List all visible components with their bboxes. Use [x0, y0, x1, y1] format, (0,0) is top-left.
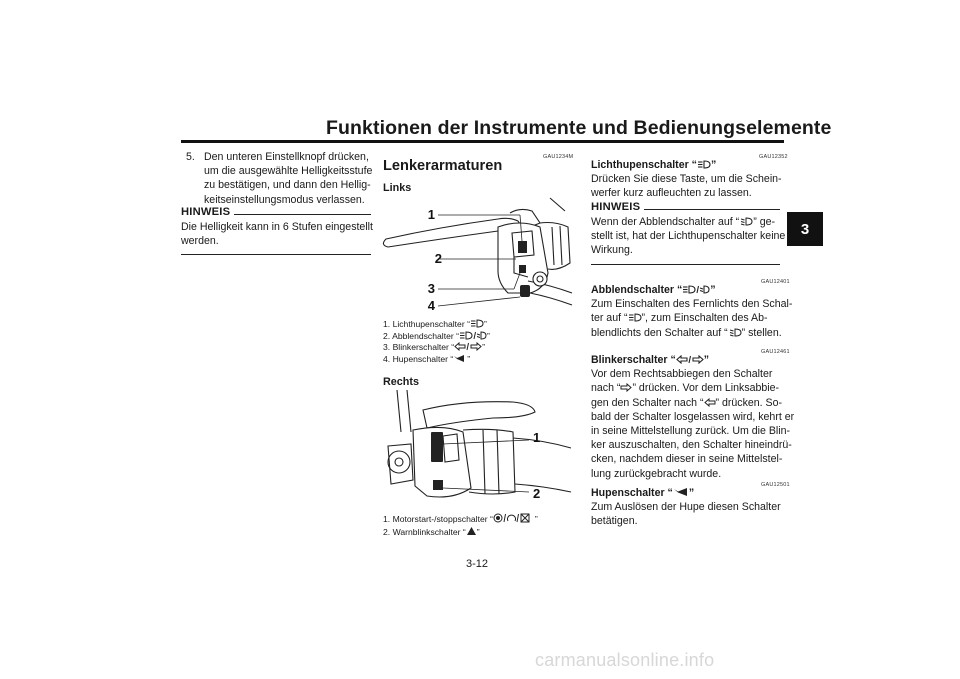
step-number: 5.: [186, 151, 195, 163]
header-rule: [181, 140, 784, 143]
dimmer-icon: [682, 285, 710, 294]
body-line: bald der Schalter losgelassen wird, kehrt er: [591, 410, 795, 423]
section-heading: Lichthupenschalter “ ”: [591, 159, 717, 171]
note-heading: HINWEIS: [181, 206, 231, 218]
caption-item: 1. Lichthupenschalter “ ”: [383, 319, 487, 329]
callout-label: 1: [427, 207, 435, 222]
body-line: Vor dem Rechtsabbiegen den Schalter: [591, 368, 773, 381]
note-heading: HINWEIS: [591, 201, 641, 213]
rechts-label: Rechts: [383, 376, 420, 388]
body-line: ter auf “ ”, zum Einschalten des Ab-: [591, 312, 768, 325]
passing-icon: [697, 160, 711, 169]
callout-label: 2: [434, 251, 442, 266]
body-line: betätigen.: [591, 515, 638, 528]
section-heading: Abblendschalter “ ”: [591, 284, 716, 296]
page-number: 3-12: [466, 558, 489, 570]
body-line: Drücken Sie diese Taste, um die Schein-: [591, 173, 782, 186]
page-header-title: Funktionen der Instrumente und Bedienungselemente: [326, 117, 832, 139]
right-handlebar-illustration: [383, 388, 573, 506]
right-arrow-icon: [620, 383, 632, 392]
step-line: um die ausgewählte Helligkeitsstufe: [204, 165, 373, 178]
ref-code: GAU1234M: [543, 154, 574, 160]
note-box-left: [181, 206, 371, 255]
note-box-right: [591, 201, 786, 265]
note-line: Wirkung.: [591, 244, 633, 257]
rechts-captions: [383, 513, 538, 538]
hazard-icon: [466, 526, 477, 536]
note-end-rule: [181, 254, 371, 255]
section-heading: Blinkerschalter “ ”: [591, 354, 710, 366]
note-rule: [234, 214, 371, 215]
horn-icon: [453, 354, 467, 363]
step-line: Den unteren Einstellknopf drücken,: [204, 151, 369, 163]
body-line: Zum Auslösen der Hupe diesen Schalter: [591, 501, 781, 514]
step-line: keitseinstellungsmodus verlassen.: [204, 193, 365, 206]
low-beam-icon: [739, 217, 753, 226]
caption-item: 3. Blinkerschalter “ ”: [383, 342, 486, 353]
chapter-tab: 3: [787, 212, 823, 246]
section-heading: Lenkerarmaturen: [383, 158, 503, 174]
section-dimmer-switch: [591, 283, 793, 340]
note-rule: [644, 209, 780, 210]
step-line: zu bestätigen, und dann den Hellig-: [204, 179, 371, 192]
caption-item: 2. Warnblinkschalter “ ”: [383, 526, 480, 537]
callout-label: 4: [427, 298, 435, 313]
note-line: Wenn der Abblendschalter auf “ ” ge-: [591, 216, 776, 228]
body-line: blendlichts den Schalter auf “ ” stellen.: [591, 326, 782, 339]
links-label: Links: [383, 182, 412, 194]
passing-icon: [470, 319, 484, 328]
note-line: werden.: [181, 235, 219, 248]
links-captions: [383, 319, 490, 365]
high-beam-icon: [628, 313, 642, 322]
body-line: ker auszuschalten, den Schalter hineindrü-: [591, 439, 792, 452]
body-line: werfer kurz aufleuchten zu lassen.: [591, 187, 752, 200]
section-turn-signal-switch: [591, 353, 795, 481]
body-line: cken, nachdem dieser in seine Mittelstel-: [591, 453, 783, 466]
section-passing-switch: [591, 158, 787, 201]
body-line: lung zurückgebracht wurde.: [591, 467, 722, 480]
body-line: in seine Mittelstellung zurück. Um die Blin-: [591, 425, 791, 438]
step-5: [186, 150, 376, 207]
body-line: gen den Schalter nach “ ” drücken. So-: [591, 396, 783, 409]
callout-label: 3: [427, 281, 435, 296]
ref-code: GAU12401: [761, 279, 790, 285]
note-line: stellt ist, hat der Lichthupenschalter keine: [591, 230, 786, 243]
ref-code: GAU12501: [761, 482, 790, 488]
callout-label: 1: [533, 430, 541, 445]
body-line: nach “ ” drücken. Vor dem Linksabbie-: [591, 382, 780, 395]
watermark: carmanualsonline.info: [535, 650, 715, 670]
left-arrow-icon: [704, 398, 716, 407]
ref-code: GAU12352: [759, 154, 788, 160]
left-handlebar-illustration: [380, 193, 575, 313]
note-end-rule: [591, 264, 780, 265]
section-heading: Hupenschalter “ ”: [591, 487, 695, 499]
horn-icon: [673, 487, 689, 497]
caption-item: 1. Motorstart-/stoppschalter “ ”: [383, 514, 538, 524]
ref-code: GAU12461: [761, 349, 790, 355]
section-horn-switch: [591, 486, 787, 529]
turn-signal-icon: [454, 342, 482, 351]
caption-item: 2. Abblendschalter “ ”: [383, 330, 490, 341]
body-line: Zum Einschalten des Fernlichts den Schal-: [591, 298, 793, 311]
low-beam-icon: [728, 328, 742, 337]
note-line: Die Helligkeit kann in 6 Stufen eingestellt: [181, 221, 373, 233]
caption-item: 4. Hupenschalter “ ”: [383, 353, 471, 364]
turn-signal-icon: [676, 355, 704, 364]
start-stop-icon: [493, 513, 535, 523]
dimmer-icon: [459, 331, 487, 340]
callout-label: 2: [533, 486, 541, 501]
